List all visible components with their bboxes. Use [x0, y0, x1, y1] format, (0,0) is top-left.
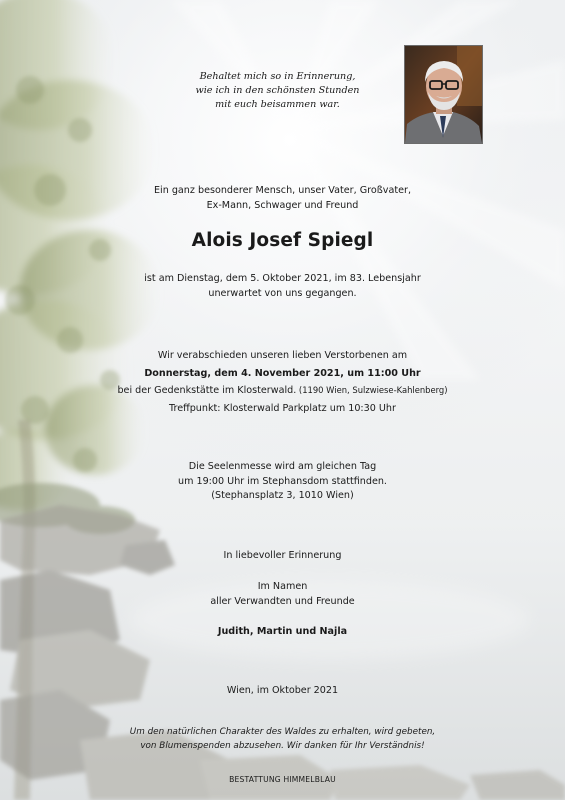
place-date: Wien, im Oktober 2021	[226, 685, 339, 696]
requiem-mass-info	[0, 460, 565, 504]
on-behalf-text	[0, 580, 565, 609]
death-announcement	[0, 272, 565, 301]
portrait-image	[405, 46, 482, 143]
farewell-meeting-point: Treffpunkt: Klosterwald Parkplatz um 10:30 Uhr	[169, 402, 396, 414]
intro-line-2: Ex-Mann, Schwager und Freund	[206, 199, 359, 211]
intro-line-1: Ein ganz besonderer Mensch, unser Vater, Großvater,	[153, 185, 412, 196]
farewell-details	[0, 347, 565, 417]
closing-note	[0, 726, 565, 753]
farewell-location	[0, 382, 565, 400]
farewell-location-main: bei der Gedenkstätte im Klosterwald.	[117, 385, 297, 396]
quote-line-2: wie ich in den schönsten Stunden	[195, 85, 360, 97]
mass-line-2: um 19:00 Uhr im Stephansdom stattfinden.	[178, 475, 387, 487]
quote-line-3: mit euch beisammen war.	[215, 99, 340, 111]
on-behalf-line-2: aller Verwandten und Freunde	[210, 595, 355, 607]
closing-note-line-2: von Blumenspenden abzusehen. Wir danken für Ihr Verständnis!	[140, 740, 425, 751]
signatories: Judith, Martin und Najla	[217, 626, 348, 637]
intro-text	[0, 184, 565, 213]
death-line-2: unerwartet von uns gegangen.	[208, 287, 357, 299]
mass-line-1: Die Seelenmesse wird am gleichen Tag	[188, 461, 377, 472]
funeral-home-name: BESTATTUNG HIMMELBLAU	[229, 775, 336, 784]
farewell-line-1: Wir verabschieden unseren lieben Verstorbenen am	[157, 350, 408, 361]
farewell-location-address: (1190 Wien, Sulzwiese-Kahlenberg)	[296, 385, 448, 395]
portrait-photo	[404, 45, 483, 144]
mass-line-3: (Stephansplatz 3, 1010 Wien)	[211, 490, 354, 501]
remembrance-text: In liebevoller Erinnerung	[223, 550, 342, 561]
quote-line-1: Behaltet mich so in Erinnerung,	[199, 71, 356, 82]
farewell-date-time: Donnerstag, dem 4. November 2021, um 11:00 Uhr	[144, 367, 421, 379]
closing-note-line-1: Um den natürlichen Charakter des Waldes zu erhalten, wird gebeten,	[129, 727, 436, 737]
on-behalf-line-1: Im Namen	[257, 581, 308, 592]
deceased-name: Alois Josef Spiegl	[191, 230, 374, 251]
death-line-1: ist am Dienstag, dem 5. Oktober 2021, im 83. Lebensjahr	[144, 273, 421, 284]
